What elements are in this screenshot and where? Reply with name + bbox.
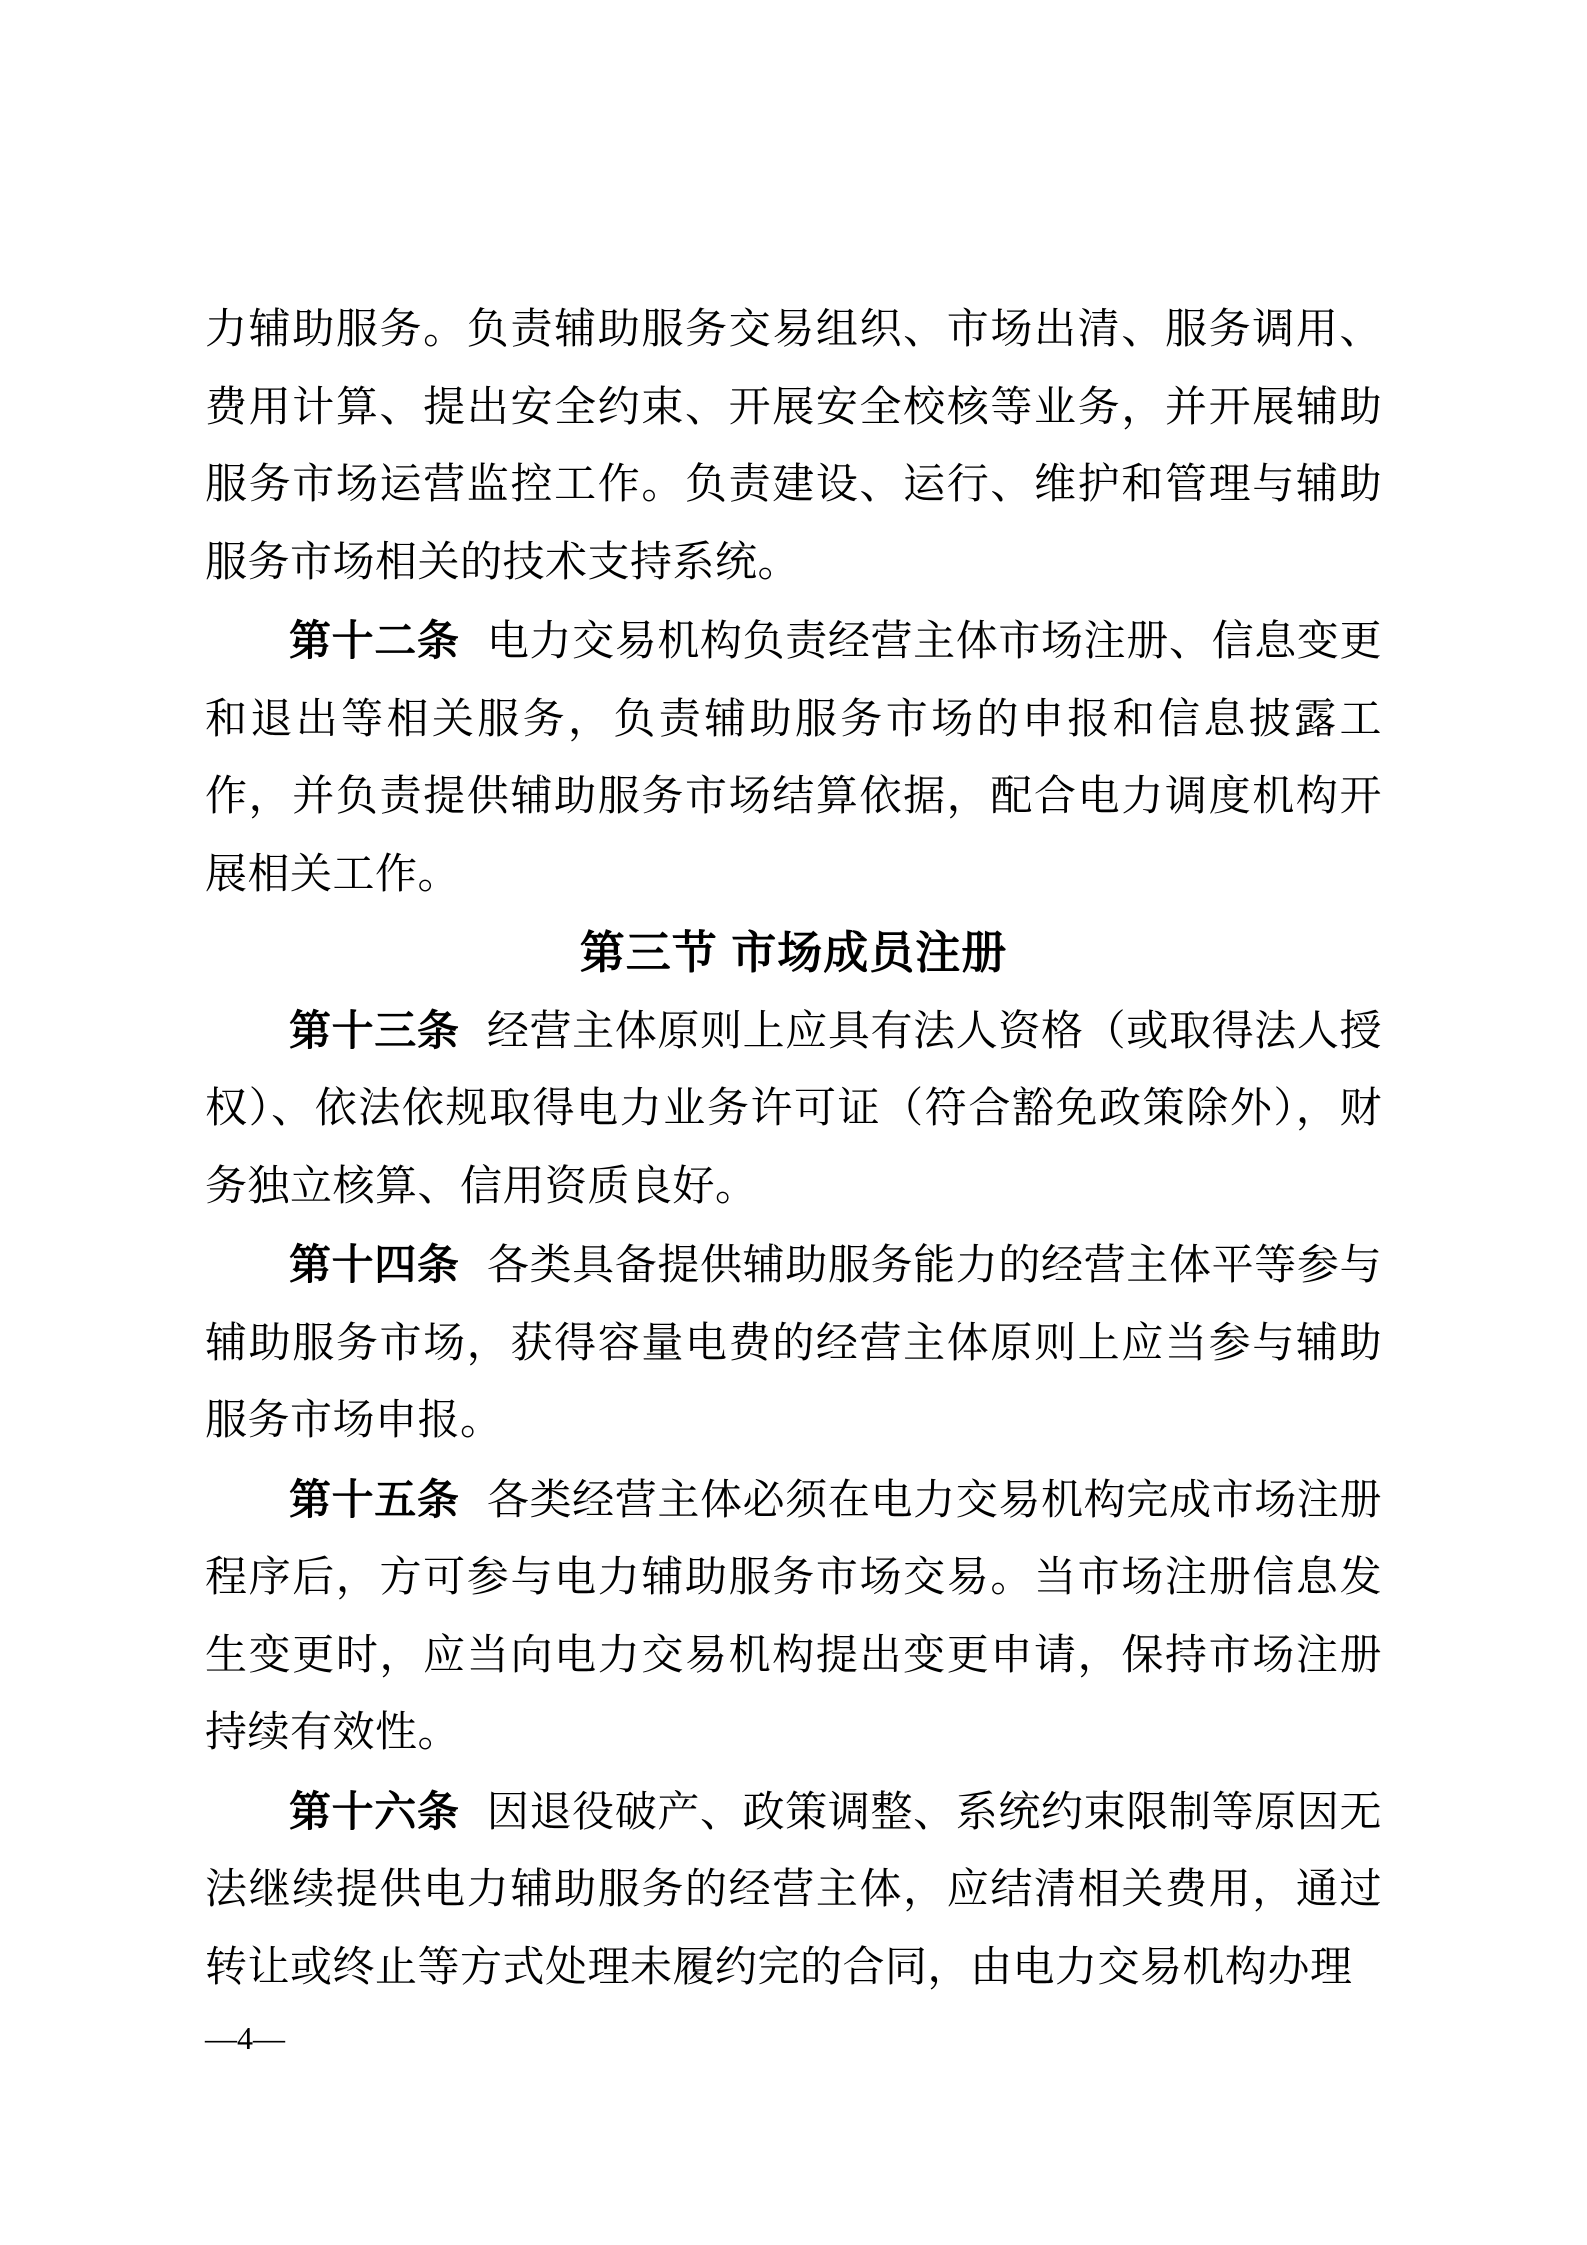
article-label: 第十五条 — [289, 1475, 460, 1523]
article-text: 各类经营主体必须在电力交易机构完成市场注册程序后，方可参与电力辅助服务市场交易。当市场注册信息发生变更时，应当向电力交易机构提出变更申请，保持市场注册持续有效性。 — [205, 1477, 1382, 1756]
article-paragraph-16 — [205, 1773, 1382, 2008]
page-number: —4— — [205, 2020, 285, 2056]
section-heading: 第三节 市场成员注册 — [579, 927, 1008, 978]
article-label: 第十二条 — [289, 617, 460, 664]
article-text: 因退役破产、政策调整、系统约束限制等原因无法继续提供电力辅助服务的经营主体，应结清相关费用，通过转让或终止等方式处理未履约完的合同，由电力交易机构办理 — [205, 1789, 1382, 1991]
paragraph-continuation: 力辅助服务。负责辅助服务交易组织、市场出清、服务调用、费用计算、提出安全约束、开展安全校核等业务，并开展辅助服务市场运营监控工作。负责建设、运行、维护和管理与辅助服务市场相关的技术支持系统。 — [205, 307, 1382, 586]
document-content — [205, 292, 1382, 2007]
article-paragraph-12 — [205, 602, 1382, 914]
article-label: 第十四条 — [289, 1241, 460, 1288]
article-paragraph-15 — [205, 1461, 1382, 1773]
article-paragraph-13 — [205, 992, 1382, 1227]
article-label: 第十三条 — [289, 1006, 460, 1054]
article-paragraph-14 — [205, 1226, 1382, 1461]
article-text: 电力交易机构负责经营主体市场注册、信息变更和退出等相关服务，负责辅助服务市场的申报和信息披露工作，并负责提供辅助服务市场结算依据，配合电力调度机构开展相关工作。 — [205, 619, 1382, 898]
article-text: 经营主体原则上应具有法人资格（或取得法人授权）、依法依规取得电力业务许可证（符合豁免政策除外），财务独立核算、信用资质良好。 — [205, 1008, 1382, 1210]
article-text: 各类具备提供辅助服务能力的经营主体平等参与辅助服务市场，获得容量电费的经营主体原则上应当参与辅助服务市场申报。 — [205, 1243, 1382, 1444]
article-label: 第十六条 — [289, 1787, 460, 1835]
